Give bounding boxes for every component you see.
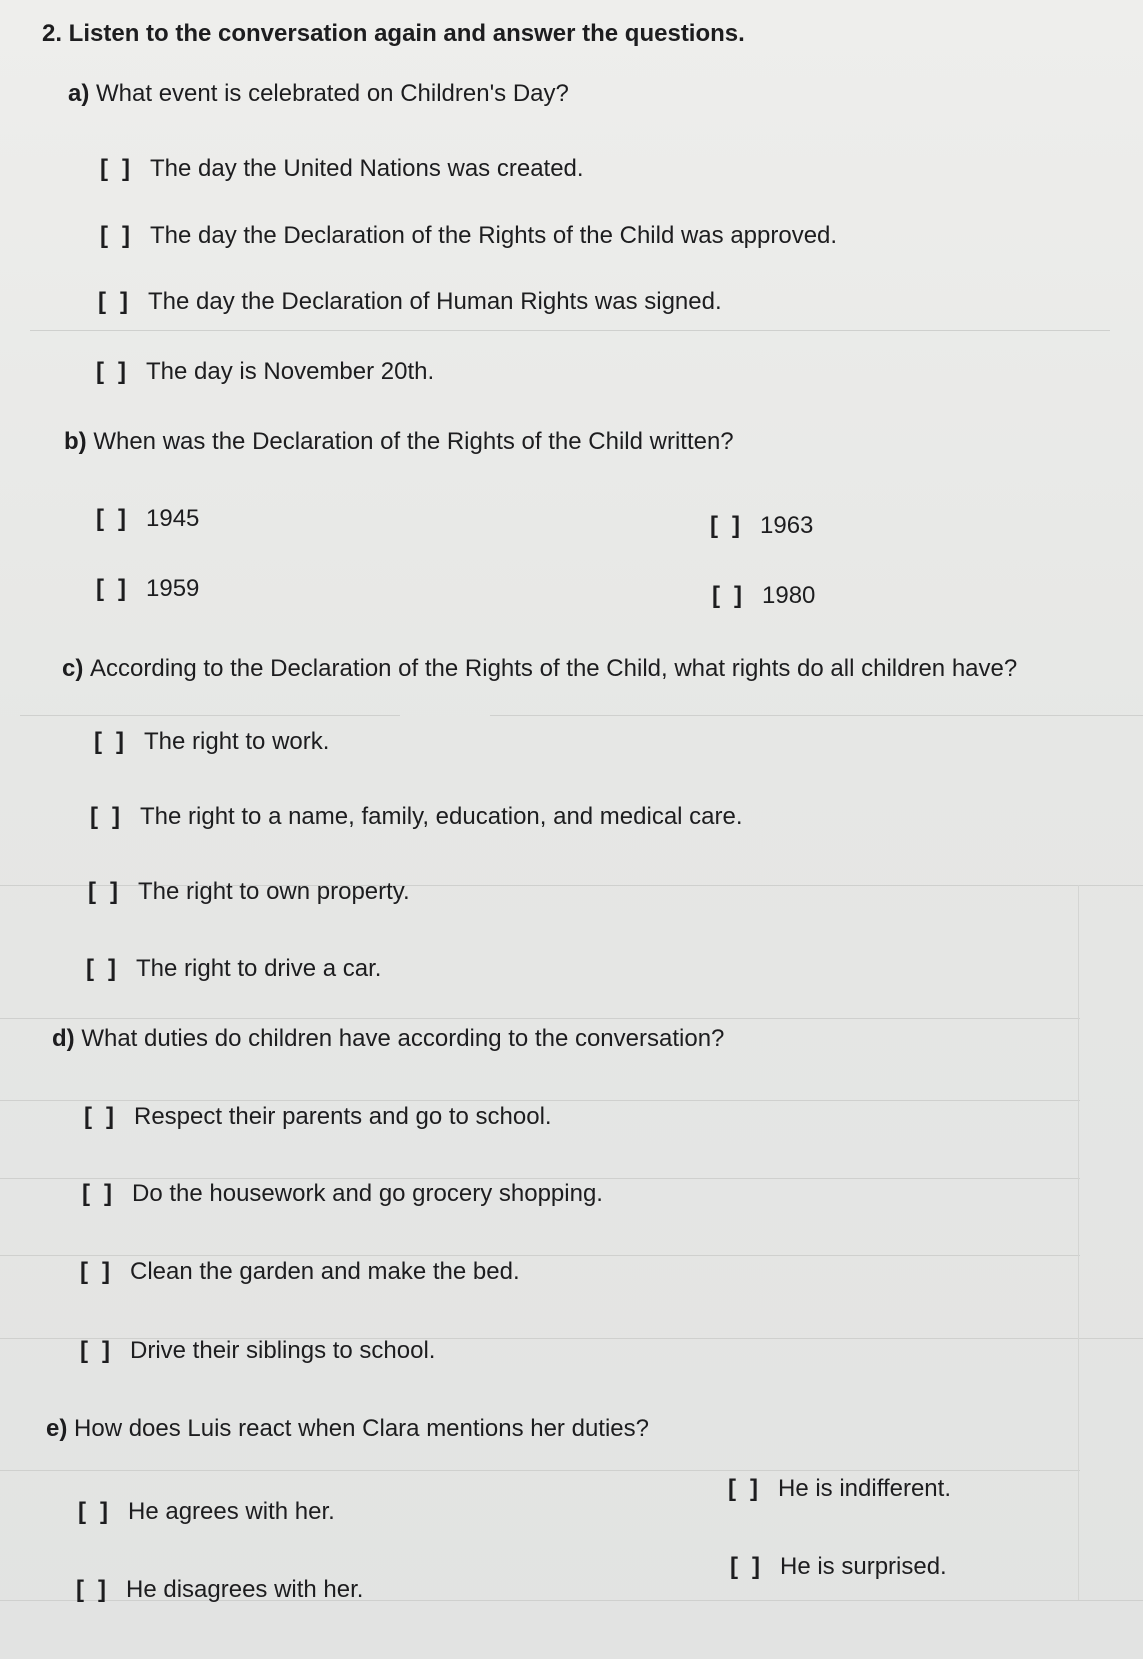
answer-checkbox[interactable]: [ ] — [710, 512, 740, 539]
question-d-option-1[interactable] — [84, 1103, 552, 1131]
question-c-title — [62, 655, 1017, 683]
option-label: Do the housework and go grocery shopping. — [132, 1180, 603, 1207]
answer-checkbox[interactable]: [ ] — [96, 358, 126, 385]
question-a-title — [68, 80, 569, 108]
question-text: According to the Declaration of the Rights of the Child, what rights do all children have? — [90, 655, 1018, 682]
question-e-option-1[interactable] — [728, 1475, 951, 1503]
question-e-option-3[interactable] — [730, 1553, 947, 1581]
option-label: 1980 — [762, 582, 816, 609]
option-label: The right to a name, family, education, and medical care. — [140, 803, 743, 830]
answer-checkbox[interactable]: [ ] — [94, 728, 124, 755]
question-b-option-3[interactable] — [96, 575, 199, 603]
option-label: The day the Declaration of Human Rights was signed. — [148, 288, 722, 315]
question-text: How does Luis react when Clara mentions her duties? — [74, 1415, 649, 1442]
answer-checkbox[interactable]: [ ] — [100, 222, 130, 249]
answer-checkbox[interactable]: [ ] — [100, 155, 130, 182]
option-label: 1963 — [760, 512, 814, 539]
question-text: When was the Declaration of the Rights of the Child written? — [93, 428, 734, 455]
divider — [1078, 885, 1079, 1600]
question-d-title — [52, 1025, 724, 1053]
answer-checkbox[interactable]: [ ] — [96, 575, 126, 602]
answer-checkbox[interactable]: [ ] — [82, 1180, 112, 1207]
option-label: 1945 — [146, 505, 200, 532]
divider — [490, 715, 1143, 716]
question-a-option-3[interactable] — [98, 288, 722, 316]
question-letter: e) — [46, 1415, 68, 1442]
divider — [30, 330, 1110, 331]
divider — [0, 1255, 1080, 1256]
option-label: He is indifferent. — [778, 1475, 951, 1502]
option-label: The right to work. — [144, 728, 330, 755]
divider — [0, 1100, 1080, 1101]
question-a-option-4[interactable] — [96, 358, 434, 386]
answer-checkbox[interactable]: [ ] — [728, 1475, 758, 1502]
divider — [0, 1018, 1080, 1019]
question-b-option-2[interactable] — [710, 512, 813, 540]
question-c-option-3[interactable] — [88, 878, 410, 906]
question-e-option-2[interactable] — [78, 1498, 335, 1526]
answer-checkbox[interactable]: [ ] — [98, 288, 128, 315]
divider — [0, 1178, 1080, 1179]
option-label: The day is November 20th. — [146, 358, 435, 385]
exercise-heading: 2. Listen to the conversation again and answer the questions. — [42, 20, 745, 47]
option-label: He is surprised. — [780, 1553, 947, 1580]
option-label: He agrees with her. — [128, 1498, 335, 1525]
question-d-option-3[interactable] — [80, 1258, 520, 1286]
question-c-option-1[interactable] — [94, 728, 329, 756]
question-letter: c) — [62, 655, 84, 682]
option-label: The day the United Nations was created. — [150, 155, 584, 182]
option-label: The right to drive a car. — [136, 955, 382, 982]
answer-checkbox[interactable]: [ ] — [80, 1337, 110, 1364]
option-label: 1959 — [146, 575, 200, 602]
question-a-option-2[interactable] — [100, 222, 837, 250]
question-d-option-2[interactable] — [82, 1180, 603, 1208]
question-b-title — [64, 428, 734, 456]
question-text: What event is celebrated on Children's Day? — [96, 80, 569, 107]
answer-checkbox[interactable]: [ ] — [730, 1553, 760, 1580]
option-label: Drive their siblings to school. — [130, 1337, 436, 1364]
answer-checkbox[interactable]: [ ] — [76, 1576, 106, 1603]
answer-checkbox[interactable]: [ ] — [78, 1498, 108, 1525]
divider — [0, 1470, 1080, 1471]
answer-checkbox[interactable]: [ ] — [86, 955, 116, 982]
answer-checkbox[interactable]: [ ] — [712, 582, 742, 609]
option-label: The day the Declaration of the Rights of the Child was approved. — [150, 222, 838, 249]
question-c-option-4[interactable] — [86, 955, 381, 983]
option-label: He disagrees with her. — [126, 1576, 364, 1603]
option-label: The right to own property. — [138, 878, 410, 905]
answer-checkbox[interactable]: [ ] — [88, 878, 118, 905]
question-a-option-1[interactable] — [100, 155, 584, 183]
option-label: Respect their parents and go to school. — [134, 1103, 552, 1130]
question-text: What duties do children have according to the conversation? — [81, 1025, 725, 1052]
answer-checkbox[interactable]: [ ] — [90, 803, 120, 830]
answer-checkbox[interactable]: [ ] — [84, 1103, 114, 1130]
question-c-option-2[interactable] — [90, 803, 743, 831]
answer-checkbox[interactable]: [ ] — [96, 505, 126, 532]
question-b-option-4[interactable] — [712, 582, 815, 610]
question-d-option-4[interactable] — [80, 1337, 435, 1365]
question-letter: a) — [68, 80, 90, 107]
question-letter: d) — [52, 1025, 75, 1052]
option-label: Clean the garden and make the bed. — [130, 1258, 520, 1285]
question-e-option-4[interactable] — [76, 1576, 363, 1604]
question-b-option-1[interactable] — [96, 505, 199, 533]
answer-checkbox[interactable]: [ ] — [80, 1258, 110, 1285]
question-e-title — [46, 1415, 649, 1443]
divider — [20, 715, 400, 716]
question-letter: b) — [64, 428, 87, 455]
